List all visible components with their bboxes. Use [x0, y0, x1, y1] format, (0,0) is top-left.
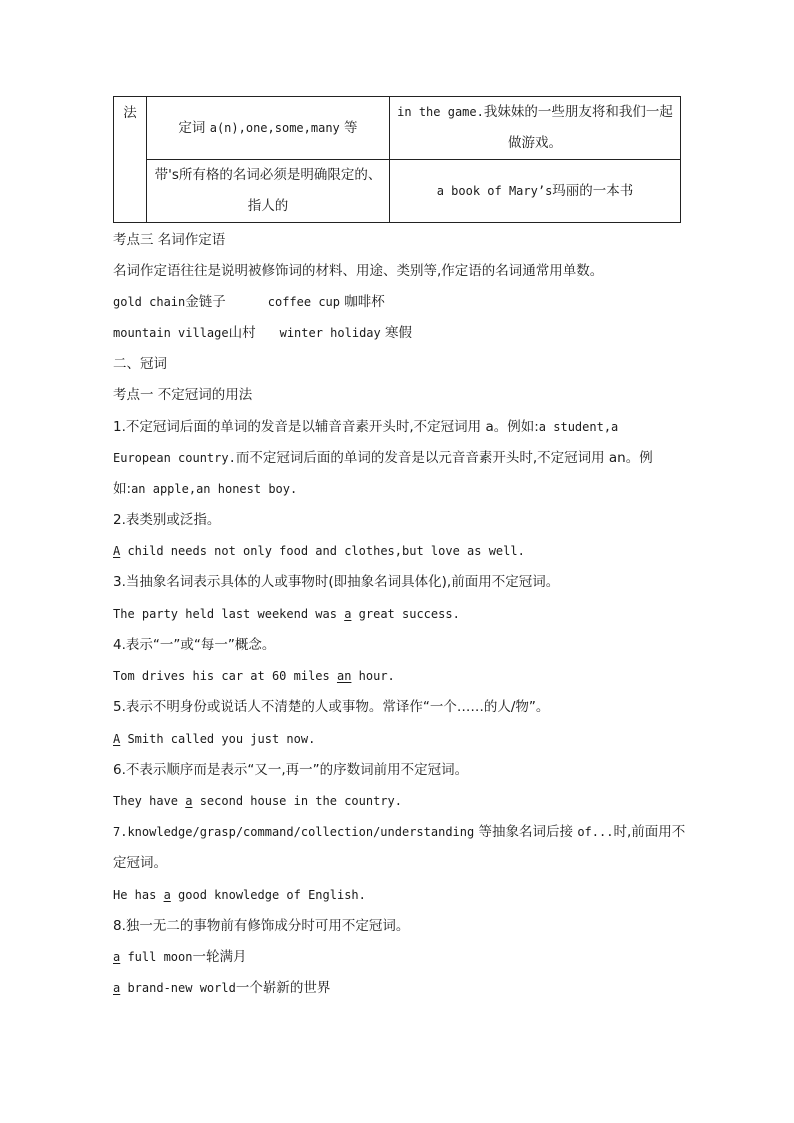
example-en: European country. [113, 451, 236, 465]
rule-line-1: 带's所有格的名词必须是明确限定的、 [154, 167, 382, 183]
section-heading: 考点一 不定冠词的用法 [113, 387, 253, 403]
example-cn: 一轮满月 [192, 949, 247, 965]
rule-3: 3.当抽象名词表示具体的人或事物时(即抽象名词具体化),前面用不定冠词。 [113, 574, 560, 590]
sentence-text: Smith called you just now. [120, 732, 316, 746]
example-sentence [113, 791, 402, 811]
example-cn-cont: 做游戏。 [508, 135, 562, 151]
sentence-text: second house in the country. [192, 794, 402, 808]
sentence-text: The party held last weekend was [113, 607, 345, 621]
article: A [113, 544, 121, 558]
rule-2: 2.表类别或泛指。 [113, 512, 221, 528]
table-row [114, 97, 681, 160]
example-en: an apple,an honest boy. [131, 482, 298, 496]
rule-text: 如: [113, 481, 132, 497]
article: an [336, 669, 352, 683]
rule-1-line-3 [113, 479, 297, 499]
example-en: brand-new world [120, 981, 236, 995]
sentence-text: great success. [351, 607, 460, 621]
rule-text: 而不定冠词后面的单词的发音是以元音音素开头时,不定冠词用 an。例 [235, 450, 653, 466]
example-cn: 一个崭新的世界 [235, 980, 331, 996]
rule-text: 1.不定冠词后面的单词的发音是以辅音音素开头时,不定冠词用 a。例如: [113, 419, 539, 435]
table-cell-example [390, 97, 681, 160]
sentence-text: good knowledge of English. [170, 888, 366, 902]
example-phrase [113, 978, 330, 998]
example-cn: 金链子 [185, 294, 226, 310]
example-cn: 山村 [228, 325, 256, 341]
example-line [113, 292, 385, 312]
table-cell-rule [147, 97, 390, 160]
example-en: full moon [120, 950, 193, 964]
sentence-text: They have [113, 794, 186, 808]
category-label: 法 [123, 105, 137, 121]
example-en: a student,a [538, 420, 619, 434]
sentence-text: Tom drives his car at 60 miles [113, 669, 337, 683]
table-cell-example [390, 160, 681, 223]
example-en: winter holiday [279, 326, 381, 340]
example-en: in the game. [397, 105, 484, 119]
example-sentence [113, 666, 395, 686]
example-phrase [113, 947, 246, 967]
rule-4: 4.表示“一”或“每一”概念。 [113, 637, 276, 653]
article: a [113, 981, 121, 995]
example-en: 7.knowledge/grasp/command/collection/understanding [113, 825, 475, 839]
rule-5: 5.表示不明身份或说话人不清楚的人或事物。常译作“一个……的人/物”。 [113, 699, 550, 715]
rule-suffix: 等 [339, 119, 358, 136]
example-sentence [113, 885, 366, 905]
example-en: mountain village [113, 326, 229, 340]
example-en: of... [577, 825, 614, 839]
table-cell-category [114, 97, 147, 223]
rule-prefix: 定词 [178, 119, 210, 136]
rule-1-line-1 [113, 417, 618, 437]
rule-line-2: 指人的 [247, 198, 289, 214]
rule-text: 等抽象名词后接 [474, 824, 578, 840]
table-cell-rule [147, 160, 390, 223]
section-heading: 考点三 名词作定语 [113, 232, 226, 248]
part-title: 二、冠词 [113, 356, 167, 372]
rule-6: 6.不表示顺序而是表示“又一,再一”的序数词前用不定冠词。 [113, 762, 469, 778]
sentence-text: He has [113, 888, 164, 902]
example-en: coffee cup [267, 295, 340, 309]
article: a [113, 950, 121, 964]
sentence-text: hour. [351, 669, 395, 683]
example-en: gold chain [113, 295, 186, 309]
rule-8: 8.独一无二的事物前有修饰成分时可用不定冠词。 [113, 918, 410, 934]
example-sentence [113, 541, 525, 561]
section-description: 名词作定语往往是说明被修饰词的材料、用途、类别等,作定语的名词通常用单数。 [113, 263, 604, 279]
article: a [163, 888, 171, 902]
example-line [113, 323, 412, 343]
example-en: a book of Mary’s [436, 183, 553, 198]
rule-7-line-2: 定冠词。 [113, 855, 167, 871]
article: A [113, 732, 121, 746]
rule-7-line-1 [113, 822, 685, 842]
rule-items: a(n),one,some,many [209, 120, 340, 135]
rule-text: 时,前面用不 [613, 824, 686, 840]
table-row [114, 160, 681, 223]
rule-1-line-2 [113, 448, 653, 468]
example-cn: 我妹妹的一些朋友将和我们一起 [483, 104, 673, 120]
example-cn: 寒假 [385, 325, 413, 341]
article: a [185, 794, 193, 808]
grammar-table [113, 96, 681, 223]
example-cn: 玛丽的一本书 [552, 182, 634, 199]
article: a [344, 607, 352, 621]
sentence-text: child needs not only food and clothes,but love as well. [120, 544, 525, 558]
example-sentence [113, 604, 460, 624]
example-sentence [113, 729, 315, 749]
example-cn: 咖啡杯 [344, 294, 385, 310]
